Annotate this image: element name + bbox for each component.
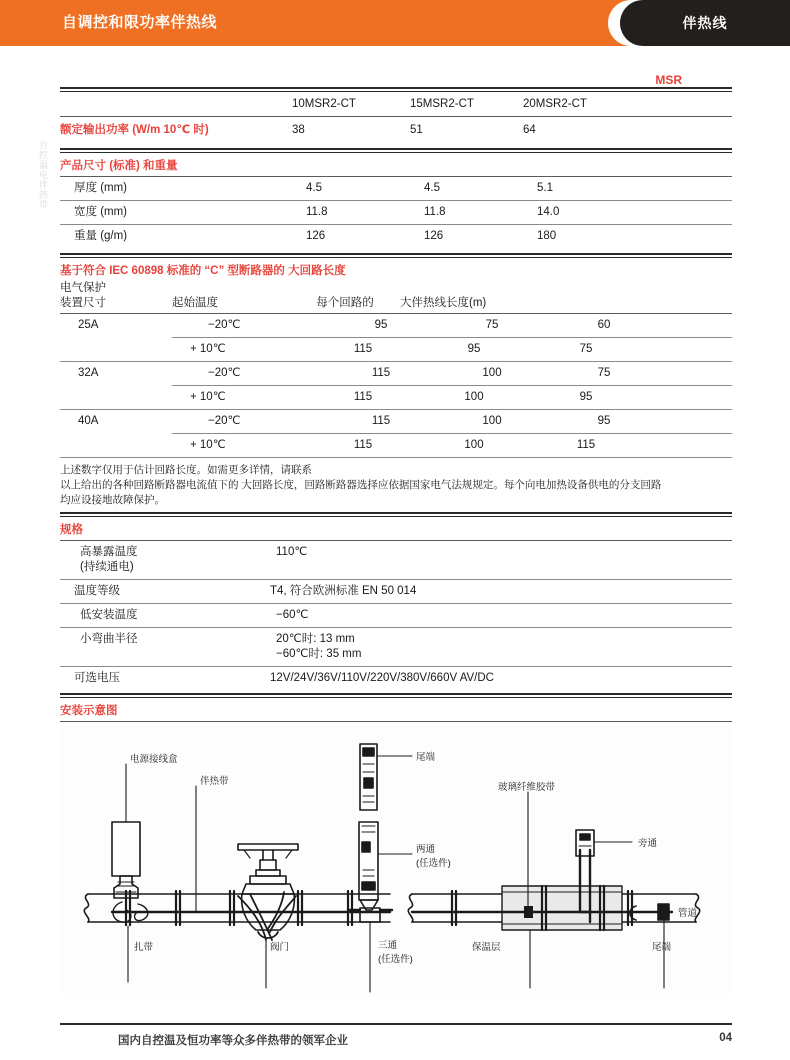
spec-row-voltage [60,667,732,690]
breaker-col-head-length-a: 每个回路的 [316,297,374,309]
diagram-label-pipe: 管道 [678,908,698,919]
dimensions-heading: 产品尺寸 (标准) 和重量 [60,160,178,172]
spec-value-bend-radius-l1: 20℃时: 13 mm [276,633,355,645]
spec-label-voltage: 可选电压 [74,672,120,684]
dimension-row-thickness [60,177,732,200]
diagram-label-two-way-2: (任选件) [416,858,451,869]
power-value-15: 51 [410,124,423,136]
diagram-label-bypass: 旁通 [638,838,658,849]
product-table-header-row [60,92,732,116]
breaker-40a-high-v1: 115 [353,439,373,451]
power-value-20: 64 [523,124,536,136]
valve-stem-nut [260,860,276,870]
breaker-heading: 基于符合 IEC 60898 标准的 “C” 型断路器的 大回路长度 [60,265,346,277]
width-10: 11.8 [306,206,328,218]
breaker-temp-40a-low: −20℃ [208,415,241,427]
breaker-col-head-device-line2: 装置尺寸 [60,297,106,309]
spec-value-voltage: 12V/24V/36V/110V/220V/380V/660V AV/DC [270,672,494,684]
pipe-break-left [84,894,89,922]
tail-end-top-block [364,778,373,788]
footer-divider [60,1023,732,1025]
dimension-row-weight [60,225,732,248]
spec-value-temp-class: T4, 符合欧洲标准 EN 50 014 [270,585,417,597]
product-col-head-20msr2ct: 20MSR2-CT [523,98,587,110]
power-row-label: 额定输出功率 (W/m 10℃ 时) [60,124,209,136]
diagram-label-two-way-1: 两通 [416,844,436,855]
breaker-row-32a-low [60,362,732,385]
spec-label-max-exposure-l2: (持续通电) [80,561,134,573]
power-box-body [112,822,140,876]
breaker-40a-low-v3: 95 [597,415,611,427]
spec-row-max-exposure [60,541,732,579]
header-category-label: 伴热线 [682,15,728,31]
breaker-25a-low-v1: 95 [374,319,388,331]
main-content [60,0,732,994]
weight-15: 126 [424,230,444,242]
breaker-row-32a-high [60,386,732,409]
width-15: 11.8 [424,206,446,218]
valve-handwheel [238,844,298,850]
breaker-25a-low-v2: 75 [485,319,499,331]
page-title: 自调控和限功率伴热线 [62,14,218,31]
side-watermark: 自控温电伴热带 [38,140,48,210]
power-value-10: 38 [292,124,305,136]
diagram-label-valve: 阀门 [270,942,290,953]
installation-diagram [60,726,732,994]
footer-tagline: 国内自控温及恒功率等众多伴热带的领军企业 [118,1035,348,1047]
breaker-temp-25a-low: −20℃ [208,319,241,331]
breaker-note-line-2: 以上给出的各种回路断路器电流值下的 大回路长度，回路断路器选择应依据国家电气法规规定。每个向电加热设备供电的分支回路 [60,479,662,491]
diagram-label-tail-top: 尾端 [416,752,436,763]
breaker-32a-low-v2: 100 [482,367,502,379]
spec-heading: 规格 [60,524,83,536]
spec-value-min-install-temp: −60℃ [276,609,309,621]
valve-cable-wrap-2 [250,894,272,940]
valve-assembly [238,844,298,940]
breaker-32a-high-v1: 115 [353,391,373,403]
breaker-note-block [60,458,732,512]
valve-bonnet-top [256,870,280,876]
thickness-10: 4.5 [306,182,322,194]
divider-under-diagram-heading [60,721,732,722]
diagram-label-cable-tie: 扎带 [134,942,154,953]
breaker-temp-32a-low: −20℃ [208,367,241,379]
breaker-32a-low-v1: 115 [371,367,391,379]
weight-20: 180 [537,230,557,242]
thickness-20: 5.1 [537,182,553,194]
valve-stem [263,850,273,860]
breaker-32a-low-v3: 75 [597,367,611,379]
diagram-label-insulation: 保温层 [472,942,501,953]
tail-end-right-cap [658,904,669,920]
two-way-block [362,842,370,852]
breaker-col-head-length-b: 大伴热线长度(m) [400,297,487,309]
diagram-heading: 安装示意图 [60,705,118,717]
breaker-col-head-device-line1: 电气保护 [60,282,106,294]
breaker-size-25a: 25A [78,319,99,331]
spec-row-bend-radius [60,628,732,666]
spec-row-temp-class [60,580,732,603]
breaker-25a-high-v3: 75 [579,343,593,355]
dimension-label-thickness: 厚度 (mm) [74,182,128,194]
tail-end-top-cap [363,748,374,756]
diagram-label-heating-cable: 伴热带 [200,776,229,787]
breaker-32a-high-v2: 100 [464,391,484,403]
breaker-row-25a-high [60,338,732,361]
spec-row-min-install-temp [60,604,732,627]
product-col-head-10msr2ct: 10MSR2-CT [292,98,356,110]
breaker-40a-low-v2: 100 [482,415,502,427]
product-power-row [60,117,732,148]
breaker-40a-low-v1: 115 [371,415,391,427]
valve-body-upper [242,884,294,894]
width-20: 14.0 [537,206,560,218]
breaker-25a-high-v2: 95 [467,343,481,355]
diagram-label-tee-2: (任选件) [378,954,413,965]
breaker-note-line-3: 均应设接地故障保护。 [60,494,165,506]
spec-value-bend-radius-l2: −60℃时: 35 mm [276,648,362,660]
tail-end-top-component [360,744,377,810]
spec-value-max-exposure: 110℃ [276,546,308,558]
spec-label-max-exposure-l1: 高暴露温度 [80,546,138,558]
breaker-25a-low-v3: 60 [597,319,611,331]
breaker-25a-high-v1: 115 [353,343,373,355]
breaker-size-40a: 40A [78,415,99,427]
breaker-temp-25a-high: + 10℃ [190,343,226,355]
dimension-label-weight: 重量 (g/m) [74,230,128,242]
diagram-label-power-box: 电源接线盒 [130,754,178,765]
breaker-note-line-1: 上述数字仅用于估计回路长度。如需更多详情，请联系 [60,464,312,476]
two-way-cap [362,882,375,890]
diagram-label-tee-1: 三通 [378,940,398,951]
spec-label-bend-radius: 小弯曲半径 [80,633,138,645]
breaker-size-32a: 32A [78,367,99,379]
dimension-row-width [60,201,732,224]
two-way-splice-component [359,822,378,900]
product-col-head-15msr2ct: 15MSR2-CT [410,98,474,110]
spec-label-temp-class: 温度等级 [74,585,120,597]
breaker-row-25a-low [60,314,732,337]
weight-10: 126 [306,230,326,242]
thickness-15: 4.5 [424,182,440,194]
breaker-temp-32a-high: + 10℃ [190,391,226,403]
bypass-head-cap [580,834,590,840]
breaker-temp-40a-high: + 10℃ [190,439,226,451]
spec-label-max-exposure [60,545,276,575]
breaker-row-40a-high [60,434,732,457]
valve-bonnet [250,876,286,884]
installation-diagram-svg [60,726,732,994]
brand-label: MSR [655,73,682,87]
breaker-col-head-device [60,281,172,311]
breaker-header-row [60,281,732,313]
spec-label-min-install-temp: 低安装温度 [80,609,138,621]
spec-value-bend-radius [276,632,732,662]
breaker-40a-high-v3: 115 [576,439,596,451]
breaker-32a-high-v3: 95 [579,391,593,403]
pipe-break-right-start [408,894,413,922]
dimension-label-width: 宽度 (mm) [74,206,128,218]
footer-page-number: 04 [719,1032,732,1044]
breaker-40a-high-v2: 100 [464,439,484,451]
breaker-col-head-start-temp: 起始温度 [172,297,218,309]
diagram-label-tail-end: 尾端 [652,942,672,953]
breaker-row-40a-low [60,410,732,433]
diagram-label-glass-tape: 玻璃纤维胶带 [498,782,556,793]
